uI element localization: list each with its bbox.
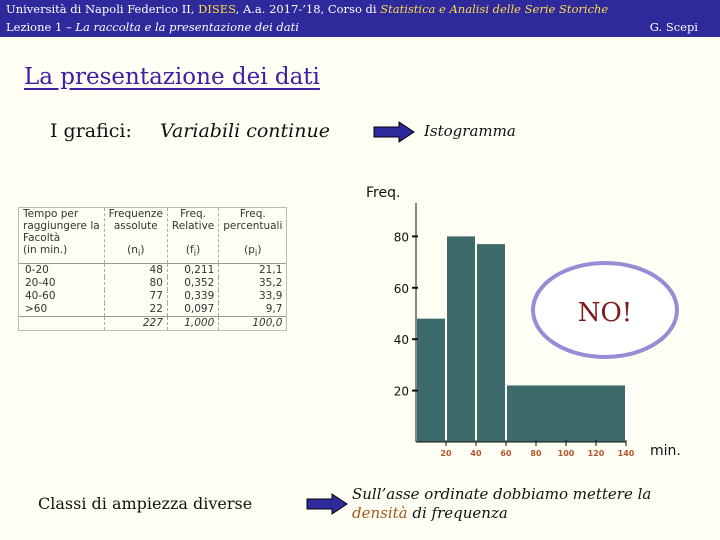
arrow-right-icon xyxy=(306,493,348,515)
graphs-label: I grafici: xyxy=(50,120,132,142)
frequency-table xyxy=(19,208,286,330)
arrow-right-icon xyxy=(373,121,415,143)
y-tick-label: 80 xyxy=(393,230,409,245)
x-axis-label: min. xyxy=(650,443,681,459)
x-tick-label: 60 xyxy=(500,449,512,458)
header-bar xyxy=(0,0,720,37)
table-header-row xyxy=(19,208,286,264)
no-annotation xyxy=(533,263,677,357)
x-tick-label: 40 xyxy=(470,449,482,458)
author: G. Scepi xyxy=(649,20,698,34)
course-name: Statistica e Analisi delle Serie Storiche xyxy=(380,2,609,16)
histogram-chart xyxy=(360,180,720,470)
y-tick-label: 40 xyxy=(393,333,409,348)
table-row: 20-40 80 0,352 35,2 xyxy=(19,277,286,290)
x-tick-label: 20 xyxy=(440,449,452,458)
table-total-row: 227 1,000 100,0 xyxy=(19,317,286,331)
density-word: densità xyxy=(352,504,408,522)
table-row: >60 22 0,097 9,7 xyxy=(19,303,286,317)
histogram-bar xyxy=(417,319,445,442)
y-axis-label: Freq. xyxy=(366,185,401,201)
density-note: Sull’asse ordinate dobbiamo mettere la densità di frequenza xyxy=(352,485,652,522)
col-header-absolute: Frequenze assolute $(n_i)$ xyxy=(104,208,167,264)
dept-name: DISES xyxy=(198,2,236,16)
no-annotation-text: NO! xyxy=(577,298,633,328)
col-header-relative: Freq. Relative $(f_i)$ xyxy=(167,208,218,264)
col-header-percent: Freq. percentuali $(p_i)$ xyxy=(219,208,287,264)
x-tick-label: 120 xyxy=(587,449,605,458)
histogram-bar xyxy=(507,385,625,442)
y-tick-label: 20 xyxy=(393,384,409,399)
col-header-time: Tempo per raggiungere la Facoltà (in min.) xyxy=(19,208,104,264)
course-info: Università di Napoli Federico II, DISES, A.a. 2017-’18, Corso di Statistica e Analisi delle Serie Storiche xyxy=(6,2,609,16)
histogram-bar xyxy=(447,236,475,442)
x-tick-label: 100 xyxy=(557,449,575,458)
x-tick-label: 140 xyxy=(617,449,635,458)
different-widths-note: Classi di ampiezza diverse xyxy=(38,494,253,513)
x-tick-label: 80 xyxy=(530,449,542,458)
histogram-label: Istogramma xyxy=(424,122,516,140)
slide-title: La presentazione dei dati xyxy=(24,64,320,90)
histogram-bar xyxy=(477,244,505,442)
table-row: 0-20 48 0,211 21,1 xyxy=(19,264,286,278)
continuous-variables-label: Variabili continue xyxy=(160,120,330,142)
table-row: 40-60 77 0,339 33,9 xyxy=(19,290,286,303)
y-tick-label: 60 xyxy=(393,281,409,296)
lesson-info: Lezione 1 – La raccolta e la presentazione dei dati xyxy=(6,20,299,34)
